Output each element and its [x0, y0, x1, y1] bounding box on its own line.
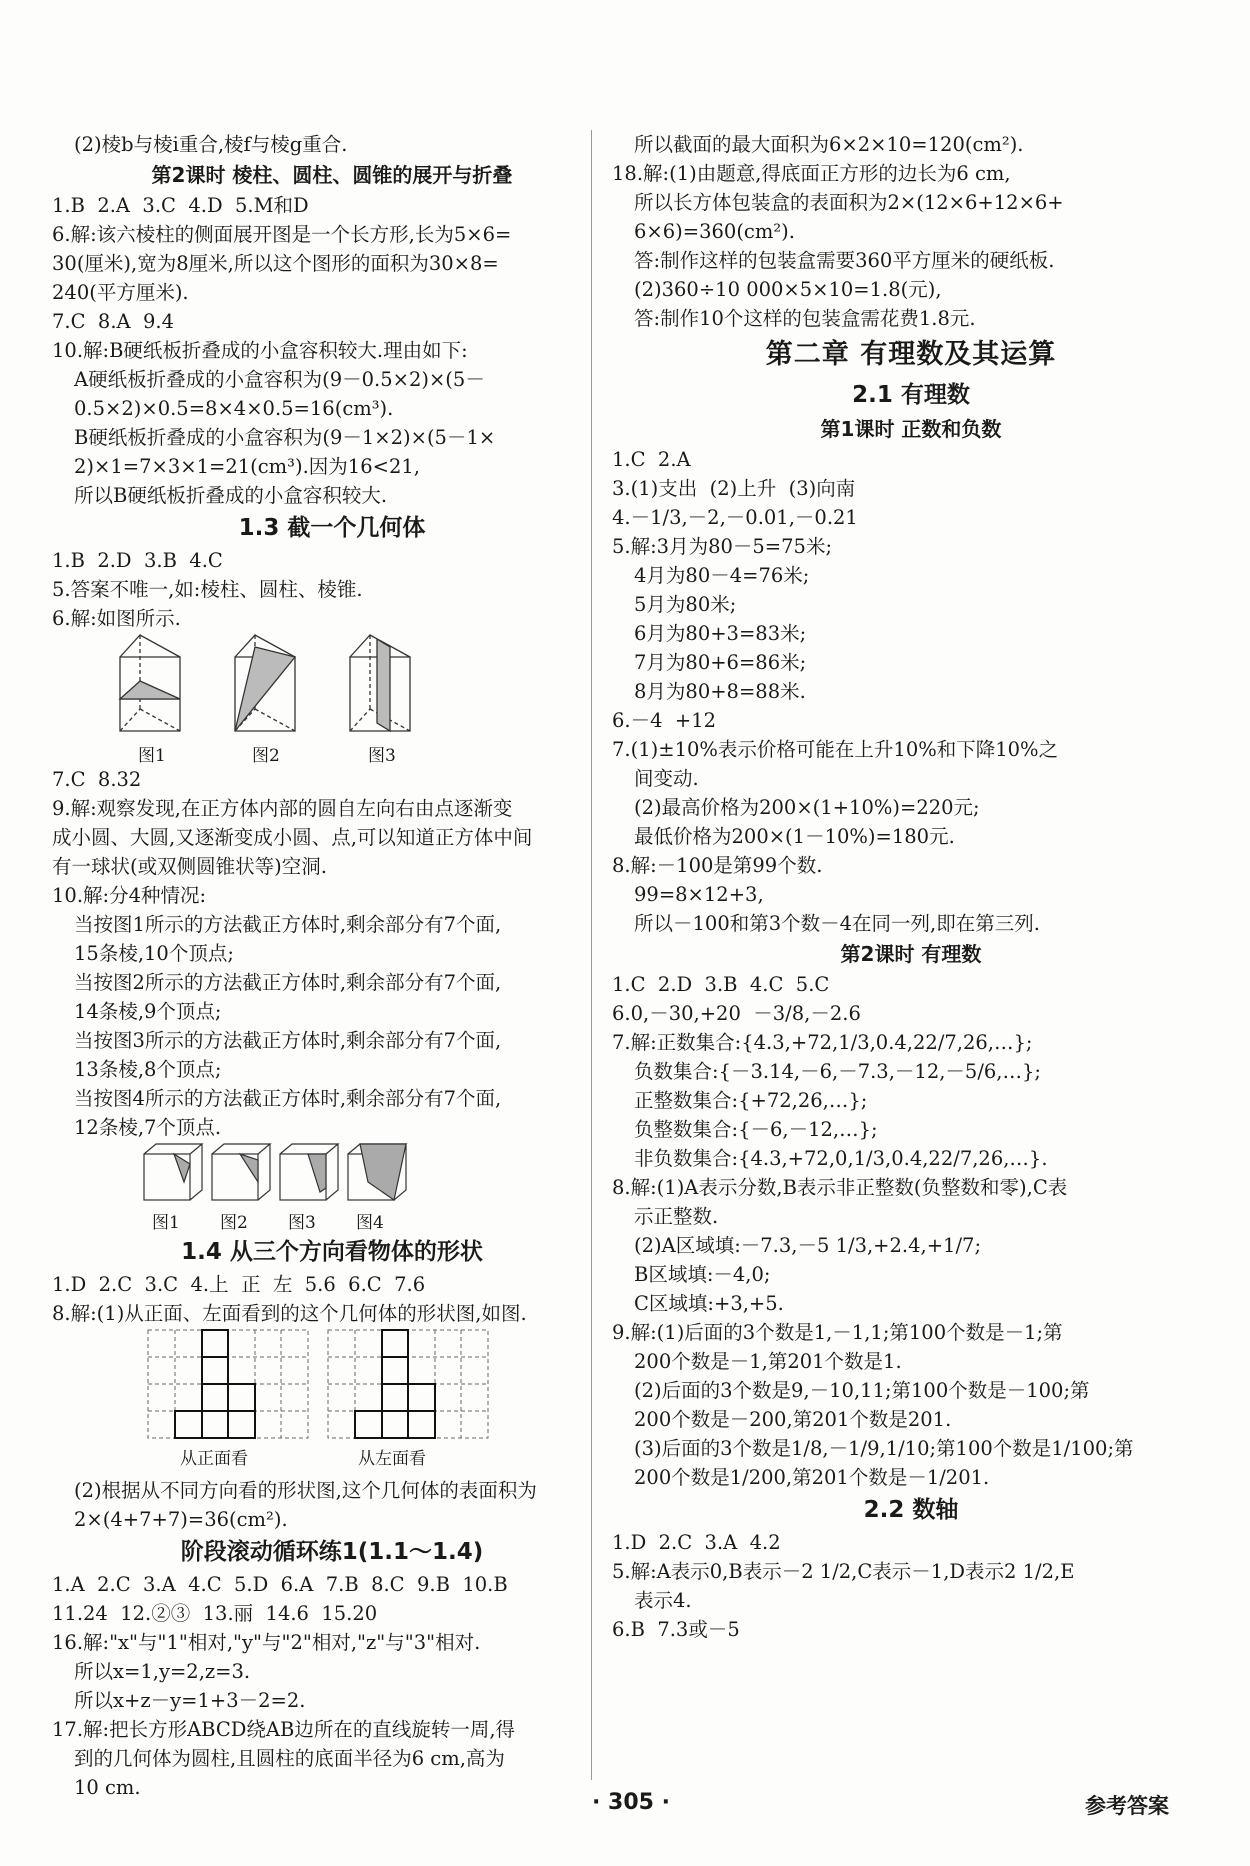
- text-line: 6.解:如图所示.: [52, 607, 181, 630]
- text-line: 6.解:该六棱柱的侧面展开图是一个长方形,长为5×6=: [52, 223, 512, 246]
- text-line: 99=8×12+3,: [634, 883, 764, 906]
- text-line: 所以B硬纸板折叠成的小盒容积较大.: [74, 484, 388, 507]
- text-line: 200个数是1/200,第201个数是－1/201.: [634, 1466, 990, 1489]
- figure-cut-prisms: [52, 633, 612, 765]
- text-line: 1.C 2.D 3.B 4.C 5.C: [612, 973, 830, 996]
- text-line: 6×6)=360(cm²).: [634, 220, 795, 243]
- text-line: 当按图3所示的方法截正方体时,剩余部分有7个面,: [74, 1029, 502, 1052]
- text-line: 7.C 8.32: [52, 768, 142, 791]
- section-heading: 第2课时 棱柱、圆柱、圆锥的展开与折叠: [151, 163, 513, 187]
- text-line: 5月为80米;: [634, 593, 737, 616]
- text-line: 负数集合:{－3.14,－6,－7.3,－12,－5/6,…};: [634, 1060, 1041, 1083]
- text-line: 30(厘米),宽为8厘米,所以这个图形的面积为30×8=: [52, 252, 499, 275]
- caption: 图1: [152, 1213, 180, 1233]
- text-line: 4月为80－4=76米;: [634, 564, 810, 587]
- text-line: 1.D 2.C 3.A 4.2: [612, 1531, 781, 1554]
- text-line: 示正整数.: [634, 1205, 719, 1228]
- text-line: 答:制作10个这样的包装盒需花费1.8元.: [634, 307, 976, 330]
- text-line: 10 cm.: [74, 1776, 141, 1799]
- text-line: B硬纸板折叠成的小盒容积为(9－1×2)×(5－1×: [74, 426, 496, 449]
- text-line: 17.解:把长方形ABCD绕AB边所在的直线旋转一周,得: [52, 1718, 516, 1741]
- text-line: B区域填:－4,0;: [634, 1263, 771, 1286]
- text-line: 4.－1/3,－2,－0.01,－0.21: [612, 506, 858, 529]
- text-line: 1.A 2.C 3.A 4.C 5.D 6.A 7.B 8.C 9.B 10.B: [52, 1573, 508, 1596]
- text-line: 1.B 2.A 3.C 4.D 5.M和D: [52, 194, 309, 217]
- text-line: C区域填:+3,+5.: [634, 1292, 784, 1315]
- text-line: 5.答案不唯一,如:棱柱、圆柱、棱锥.: [52, 578, 363, 601]
- text-line: 15条棱,10个顶点;: [74, 942, 234, 965]
- text-line: 当按图4所示的方法截正方体时,剩余部分有7个面,: [74, 1087, 502, 1110]
- text-line: 到的几何体为圆柱,且圆柱的底面半径为6 cm,高为: [74, 1747, 505, 1770]
- text-line: 5.解:A表示0,B表示－2 1/2,C表示－1,D表示2 1/2,E: [612, 1560, 1075, 1583]
- caption: 图4: [356, 1213, 384, 1233]
- text-line: 8.解:－100是第99个数.: [612, 854, 823, 877]
- text-line: 10.解:分4种情况:: [52, 884, 207, 907]
- text-line: 7月为80+6=86米;: [634, 651, 807, 674]
- section-heading: 2.1 有理数: [852, 382, 970, 408]
- text-line: 成小圆、大圆,又逐渐变成小圆、点,可以知道正方体中间: [52, 826, 533, 849]
- left-block-1: [52, 130, 612, 633]
- caption: 图3: [368, 746, 396, 766]
- text-line: A硬纸板折叠成的小盒容积为(9－0.5×2)×(5－: [74, 368, 485, 391]
- left-block-2: [52, 765, 612, 1142]
- text-line: 2)×1=7×3×1=21(cm³).因为16<21,: [74, 455, 420, 478]
- caption: 从正面看: [180, 1449, 248, 1469]
- text-line: 9.解:观察发现,在正方体内部的圆自左向右由点逐渐变: [52, 797, 513, 820]
- text-line: 200个数是－1,第201个数是1.: [634, 1350, 902, 1373]
- left-block-4: [52, 1476, 612, 1802]
- text-line: (2)根据从不同方向看的形状图,这个几何体的表面积为: [74, 1479, 537, 1502]
- text-line: 有一球状(或双侧圆锥状等)空洞.: [52, 855, 327, 878]
- text-line: 表示4.: [634, 1589, 692, 1612]
- text-line: 答:制作这样的包装盒需要360平方厘米的硬纸板.: [634, 249, 1055, 272]
- text-line: 正整数集合:{+72,26,…};: [634, 1089, 868, 1112]
- text-line: 最低价格为200×(1－10%)=180元.: [634, 825, 955, 848]
- text-line: 200个数是－200,第201个数是201.: [634, 1408, 952, 1431]
- text-line: 8月为80+8=88米.: [634, 680, 806, 703]
- caption: 图2: [252, 746, 280, 766]
- text-line: 所以－100和第3个数－4在同一列,即在第三列.: [634, 912, 1040, 935]
- caption: 图2: [220, 1213, 248, 1233]
- section-heading: 1.3 截一个几何体: [238, 515, 426, 541]
- text-line: (2)最高价格为200×(1+10%)=220元;: [634, 796, 980, 819]
- text-line: 7.C 8.A 9.4: [52, 310, 175, 333]
- section-heading: 1.4 从三个方向看物体的形状: [181, 1239, 483, 1265]
- text-line: 所以长方体包装盒的表面积为2×(12×6+12×6+: [634, 191, 1064, 214]
- section-heading: 第二章 有理数及其运算: [765, 339, 1057, 370]
- text-line: (3)后面的3个数是1/8,－1/9,1/10;第100个数是1/100;第: [634, 1437, 1134, 1460]
- left-block-3: [52, 1234, 612, 1328]
- text-line: 6.0,－30,+20 －3/8,－2.6: [612, 1002, 861, 1025]
- text-line: 18.解:(1)由题意,得底面正方形的边长为6 cm,: [612, 162, 1011, 185]
- text-line: 14条棱,9个顶点;: [74, 1000, 222, 1023]
- text-line: 7.解:正数集合:{4.3,+72,1/3,0.4,22/7,26,…};: [612, 1031, 1033, 1054]
- figure-cut-cubes: [52, 1142, 612, 1234]
- right-column: [612, 130, 1210, 1644]
- text-line: (2)棱b与棱i重合,棱f与棱g重合.: [74, 133, 348, 156]
- footer-label: 参考答案: [1085, 1794, 1169, 1818]
- text-line: 1.D 2.C 3.C 4.上 正 左 5.6 6.C 7.6: [52, 1273, 426, 1296]
- caption: 图3: [288, 1213, 316, 1233]
- text-line: 12条棱,7个顶点.: [74, 1116, 222, 1139]
- text-line: 8.解:(1)A表示分数,B表示非正整数(负整数和零),C表: [612, 1176, 1068, 1199]
- left-column: [52, 130, 612, 1802]
- text-line: 9.解:(1)后面的3个数是1,－1,1;第100个数是－1;第: [612, 1321, 1063, 1344]
- text-line: 6.－4 +12: [612, 709, 717, 732]
- text-line: 6.B 7.3或－5: [612, 1618, 740, 1641]
- text-line: 5.解:3月为80－5=75米;: [612, 535, 833, 558]
- text-line: (2)后面的3个数是9,－10,11;第100个数是－100;第: [634, 1379, 1090, 1402]
- text-line: 11.24 12.②③ 13.丽 14.6 15.20: [52, 1602, 378, 1625]
- text-line: 间变动.: [634, 767, 699, 790]
- section-heading: 2.2 数轴: [863, 1497, 959, 1523]
- text-line: 1.C 2.A: [612, 448, 691, 471]
- section-heading: 阶段滚动循环练1(1.1～1.4): [180, 1539, 484, 1565]
- section-heading: 第2课时 有理数: [840, 942, 982, 966]
- figure-views-grid: [52, 1328, 612, 1476]
- text-line: 当按图1所示的方法截正方体时,剩余部分有7个面,: [74, 913, 502, 936]
- caption: 图1: [138, 746, 166, 766]
- text-line: 所以截面的最大面积为6×2×10=120(cm²).: [634, 133, 1024, 156]
- text-line: 0.5×2)×0.5=8×4×0.5=16(cm³).: [74, 397, 394, 420]
- caption: 从左面看: [358, 1449, 426, 1469]
- text-line: 负整数集合:{－6,－12,…};: [634, 1118, 878, 1141]
- text-line: 240(平方厘米).: [52, 281, 189, 304]
- text-line: 当按图2所示的方法截正方体时,剩余部分有7个面,: [74, 971, 502, 994]
- section-heading: 第1课时 正数和负数: [820, 417, 1002, 441]
- text-line: 所以x+z－y=1+3－2=2.: [74, 1689, 306, 1712]
- text-line: 所以x=1,y=2,z=3.: [74, 1660, 251, 1683]
- text-line: 3.(1)支出 (2)上升 (3)向南: [612, 477, 856, 500]
- text-line: 6月为80+3=83米;: [634, 622, 807, 645]
- text-line: 非负数集合:{4.3,+72,0,1/3,0.4,22/7,26,…}.: [634, 1147, 1048, 1170]
- text-line: 7.(1)±10%表示价格可能在上升10%和下降10%之: [612, 738, 1059, 761]
- text-line: (2)360÷10 000×5×10=1.8(元),: [634, 278, 942, 301]
- text-line: 8.解:(1)从正面、左面看到的这个几何体的形状图,如图.: [52, 1302, 527, 1325]
- page-number: · 305 ·: [592, 1790, 670, 1815]
- text-line: 1.B 2.D 3.B 4.C: [52, 549, 223, 572]
- text-line: 10.解:B硬纸板折叠成的小盒容积较大.理由如下:: [52, 339, 468, 362]
- text-line: 13条棱,8个顶点;: [74, 1058, 222, 1081]
- text-line: (2)A区域填:－7.3,－5 1/3,+2.4,+1/7;: [634, 1234, 982, 1257]
- text-line: 16.解:"x"与"1"相对,"y"与"2"相对,"z"与"3"相对.: [52, 1631, 481, 1654]
- text-line: 2×(4+7+7)=36(cm²).: [74, 1508, 288, 1531]
